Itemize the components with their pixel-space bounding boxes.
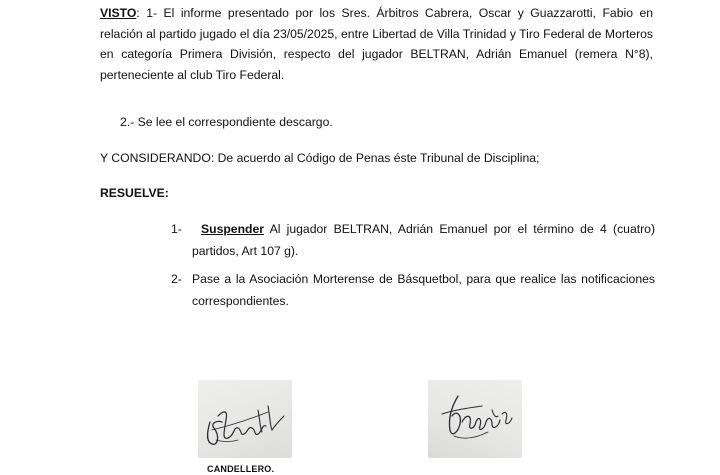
descargo-paragraph: 2.- Se lee el correspondiente descargo. bbox=[120, 115, 333, 129]
resolution-text bbox=[192, 218, 655, 262]
resuelve-heading bbox=[100, 183, 400, 204]
signature-left-scribble bbox=[198, 380, 292, 458]
visto-paragraph bbox=[100, 3, 653, 85]
considerando-paragraph: Y CONSIDERANDO: De acuerdo al Código de Penas éste Tribunal de Disciplina; bbox=[100, 151, 540, 165]
resolution-body: Al jugador BELTRAN, Adrián Emanuel por el término de 4 (cuatro) partidos, Art 107 g). bbox=[192, 222, 655, 258]
resuelve-colon: : bbox=[164, 186, 169, 200]
resolution-number: 1- bbox=[171, 222, 182, 236]
resolution-number: 2- bbox=[171, 272, 182, 286]
signature-right-scribble bbox=[428, 380, 522, 458]
signature-right bbox=[428, 380, 522, 458]
visto-label: VISTO bbox=[100, 6, 137, 20]
signer-name-left: CANDELLERO. bbox=[207, 464, 275, 474]
suspend-keyword: Suspender bbox=[201, 222, 264, 236]
resuelve-label: RESUELVE bbox=[100, 186, 165, 200]
resolution-item bbox=[171, 218, 655, 262]
visto-text: : 1- El informe presentado por los Sres. Árbitros Cabrera, Oscar y Guazzarotti, Fabio en relación al partido jugado el día 23/05/2025, entre Libertad de Villa Trinidad y Tiro Federal de Morteros en categoría Primera División, respecto del jugador BELTRAN, Adrián Emanuel (remera N°8), perteneciente al club Tiro Federal. bbox=[100, 6, 653, 82]
resolution-item bbox=[171, 268, 655, 312]
signature-left bbox=[198, 380, 292, 458]
resolution-text: Pase a la Asociación Morterense de Básquetbol, para que realice las notificaciones correspondientes. bbox=[192, 272, 655, 308]
